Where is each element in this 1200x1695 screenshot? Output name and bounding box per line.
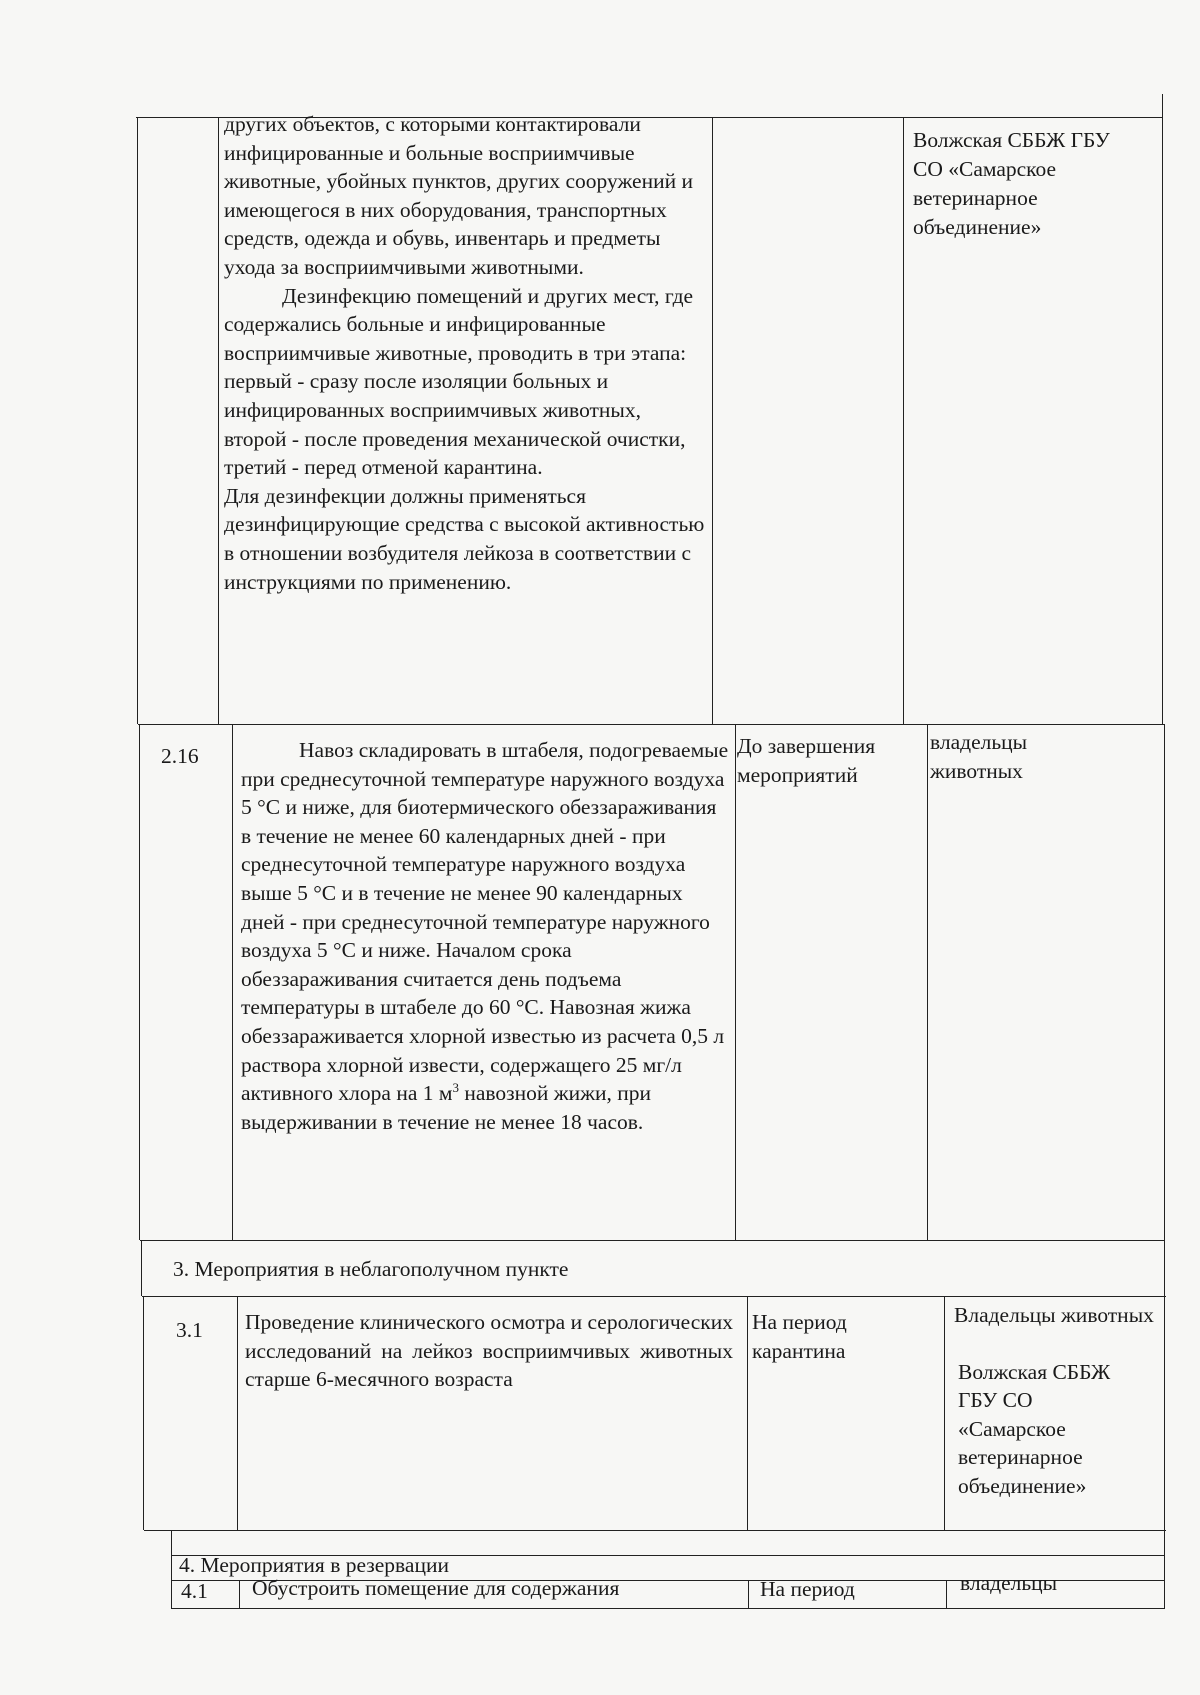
- table-right-border: [1164, 724, 1165, 1608]
- row-divider: [140, 1240, 1164, 1241]
- table-left-border: [171, 1530, 172, 1608]
- term-text: На период карантина: [752, 1310, 847, 1363]
- responsible-text: владельцы: [960, 1571, 1058, 1595]
- table-left-border: [137, 117, 138, 724]
- column-divider: [946, 1580, 947, 1608]
- responsible-cell: [960, 1570, 1150, 1596]
- row-number: 4.1: [181, 1579, 208, 1603]
- column-divider: [748, 1580, 749, 1608]
- column-divider: [232, 724, 233, 1240]
- table-bottom-border: [171, 1608, 1165, 1609]
- measure-text-part: Навоз складировать в штабеля, подогреваемые при среднесуточной температуре наружного воздуха 5 °С и ниже, для биотермического обеззараживания в течение не менее 60 календарных дней - при среднесуточной температуре наружного воздуха выше 5 °С и в течение не менее 90 календарных дней - при среднесуточной температуре наружного воздуха 5 °С и ниже. Началом срока обеззараживания считается день подъема температуры в штабеле до 60 °С. Навозная жижа обеззараживается хлорной известью из расчета 0,5 л раствора хлорной извести, содержащего 25 мг/л активного хлора на 1 м: [241, 738, 729, 1106]
- column-divider: [944, 1296, 945, 1530]
- measure-cell: [222, 110, 708, 596]
- responsible-text: владельцы животных: [930, 730, 1028, 783]
- row-number: 3.1: [176, 1318, 203, 1342]
- table-left-border: [141, 1240, 142, 1296]
- column-divider: [903, 117, 904, 724]
- measure-cell: [245, 1308, 733, 1394]
- measure-paragraph: других объектов, с которыми контактировали инфицированные и больные восприимчивые животные, убойных пунктов, других сооружений и имеющегося в них оборудования, транспортных средств, одежда и обувь, инвентарь и предметы ухода за восприимчивыми животными.: [224, 112, 693, 279]
- section-heading: 3. Мероприятия в неблагополучном пункте: [173, 1257, 569, 1281]
- term-text: На период: [760, 1577, 855, 1601]
- measure-cell: [241, 736, 729, 1136]
- column-divider: [218, 117, 219, 724]
- term-cell: [752, 1308, 902, 1365]
- column-divider: [927, 724, 928, 1240]
- table-left-border: [139, 724, 140, 1240]
- column-divider: [237, 1296, 238, 1530]
- responsible-text: Владельцы животных: [954, 1303, 1154, 1327]
- term-cell: [760, 1576, 930, 1602]
- measure-paragraph: Дезинфекцию помещений и других мест, где содержались больные и инфицированные восприимчивые животные, проводить в три этапа: первый - сразу после изоляции больных и инфицированных восприимчивых животных, второй - после проведения механической очистки, третий - перед отменой карантина.: [224, 283, 694, 480]
- responsible-text: Волжская СББЖ ГБУ СО «Самарское ветеринарное объединение»: [913, 128, 1110, 239]
- measure-text: Обустроить помещение для содержания: [252, 1576, 620, 1600]
- responsible-cell: [954, 1301, 1154, 1501]
- table-right-border: [1162, 94, 1163, 724]
- column-divider: [735, 724, 736, 1240]
- term-text: До завершения мероприятий: [737, 734, 876, 787]
- term-cell: [737, 732, 917, 789]
- measure-text-part: навозной жижи, при выдерживании в течение не менее 18 часов.: [241, 1081, 652, 1134]
- responsible-text: Волжская СББЖ ГБУ СО «Самарское ветеринарное объединение»: [958, 1359, 1111, 1498]
- measure-paragraph: Для дезинфекции должны применяться дезинфицирующие средства с высокой активностью в отношении возбудителя лейкоза в соответствии с инструкциями по применению.: [224, 483, 705, 594]
- row-divider: [144, 1530, 1166, 1531]
- column-divider: [747, 1296, 748, 1530]
- measure-cell: [252, 1575, 732, 1601]
- column-divider: [712, 117, 713, 724]
- measure-superscript: 3: [452, 1079, 459, 1095]
- row-number: 2.16: [161, 744, 199, 768]
- row-divider: [142, 1296, 1166, 1297]
- table-left-border: [143, 1296, 144, 1530]
- section-heading: 4. Мероприятия в резервации: [179, 1553, 449, 1577]
- row-divider: [138, 724, 1164, 725]
- measure-text: [241, 736, 729, 1136]
- responsible-cell: [930, 728, 1090, 785]
- column-divider: [239, 1580, 240, 1608]
- measure-text: Проведение клинического осмотра и серологических исследований на лейкоз восприимчивых животных старше 6-месячного возраста: [245, 1310, 733, 1392]
- responsible-cell: [913, 126, 1113, 242]
